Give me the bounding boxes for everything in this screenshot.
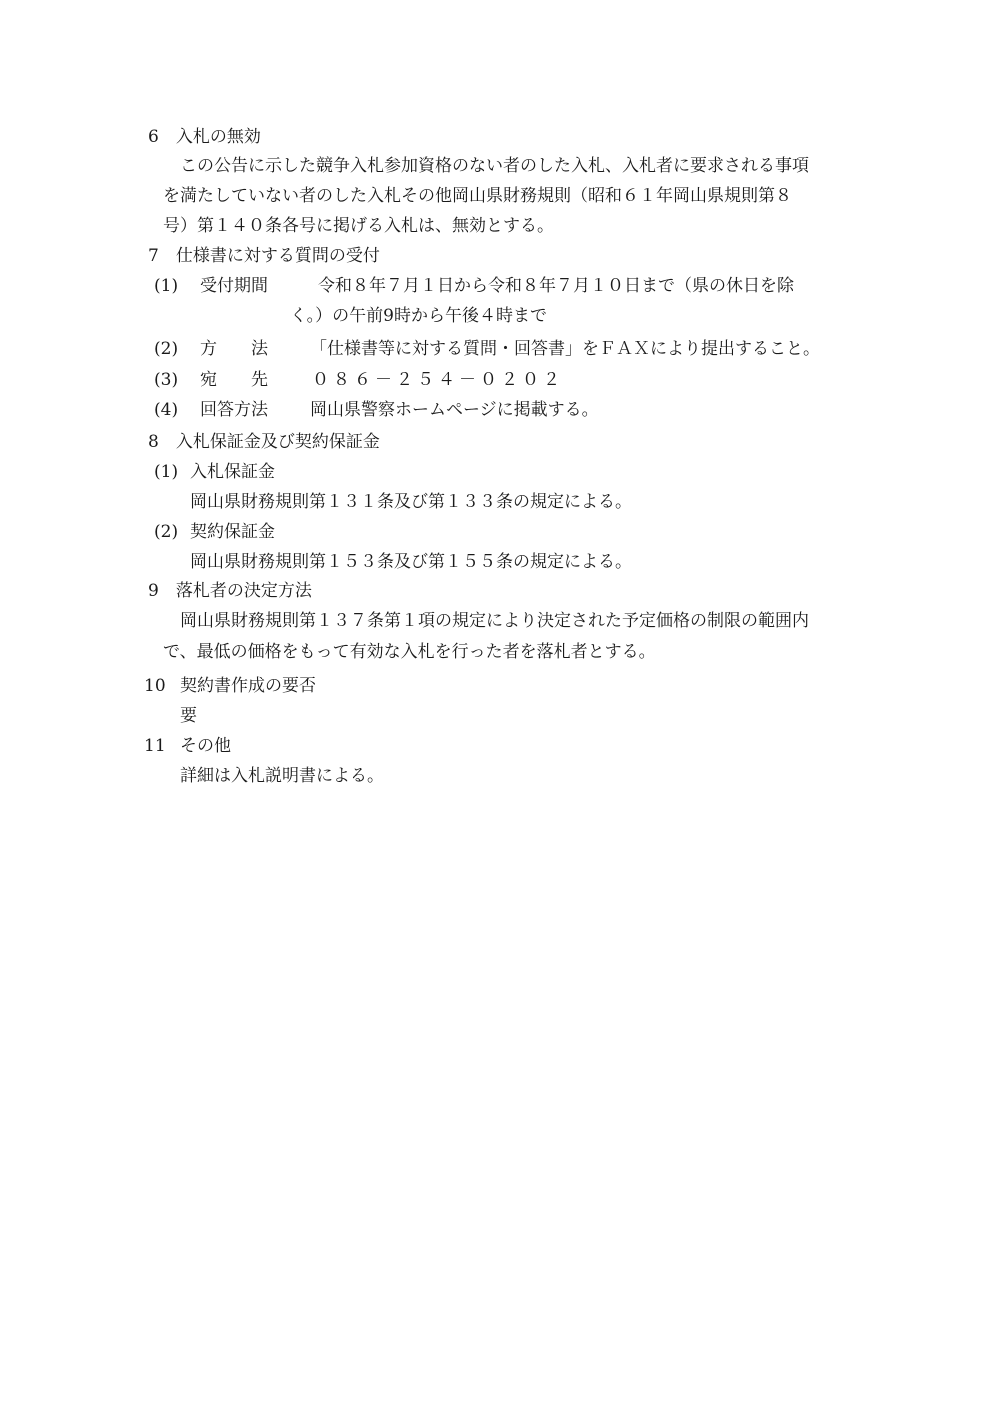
section-7-heading: 7 仕様書に対する質問の受付 (148, 246, 380, 266)
section-6-heading: 6 入札の無効 (148, 127, 261, 147)
section-9-body-line-1: 岡山県財務規則第１３７条第１項の規定により決定された予定価格の制限の範囲内 (180, 611, 809, 631)
section-7-item-1-number: (1) (154, 276, 179, 296)
section-8-item-2-number: (2) (154, 522, 179, 542)
section-10-number: 10 (144, 676, 166, 696)
section-7-item-4-number: (4) (154, 400, 179, 420)
section-11-number: 11 (144, 736, 166, 756)
section-7-item-2-number: (2) (154, 339, 179, 359)
section-7-item-2-label: 方 法 (200, 339, 268, 359)
section-11-title: その他 (180, 736, 231, 756)
section-6-body-line-3: 号）第１４０条各号に掲げる入札は、無効とする。 (163, 216, 554, 236)
section-7-item-1-label: 受付期間 (200, 276, 268, 296)
section-6-body-line-1: この公告に示した競争入札参加資格のない者のした入札、入札者に要求される事項 (180, 156, 809, 176)
section-10-body: 要 (180, 706, 197, 726)
section-7-item-4-label: 回答方法 (200, 400, 268, 420)
section-7-item-3-fax-number: ０８６－２５４－０２０２ (312, 370, 564, 390)
section-8-item-2-label: 契約保証金 (190, 522, 275, 542)
section-10-title: 契約書作成の要否 (180, 676, 316, 696)
section-9-body-line-2: で、最低の価格をもって有効な入札を行った者を落札者とする。 (163, 642, 656, 662)
section-7-item-3-label: 宛 先 (200, 370, 268, 390)
section-8-item-2-body: 岡山県財務規則第１５３条及び第１５５条の規定による。 (190, 552, 632, 572)
section-7-item-1-text-line-2: く。）の午前9時から午後４時まで (290, 306, 547, 326)
section-9-heading: 9 落札者の決定方法 (148, 581, 312, 601)
section-7-item-4-text: 岡山県警察ホームページに掲載する。 (310, 400, 599, 420)
section-8-item-1-body: 岡山県財務規則第１３１条及び第１３３条の規定による。 (190, 492, 632, 512)
section-8-heading: 8 入札保証金及び契約保証金 (148, 432, 380, 452)
section-6-body-line-2: を満たしていない者のした入札その他岡山県財務規則（昭和６１年岡山県規則第８ (163, 186, 792, 206)
section-7-item-2-text: 「仕様書等に対する質問・回答書」をＦＡＸにより提出すること。 (310, 339, 820, 359)
section-11-body: 詳細は入札説明書による。 (180, 766, 384, 786)
section-7-item-3-number: (3) (154, 370, 179, 390)
section-8-item-1-number: (1) (154, 462, 179, 482)
section-7-item-1-text-line-1: 令和８年７月１日から令和８年７月１０日まで（県の休日を除 (318, 276, 794, 296)
section-8-item-1-label: 入札保証金 (190, 462, 275, 482)
